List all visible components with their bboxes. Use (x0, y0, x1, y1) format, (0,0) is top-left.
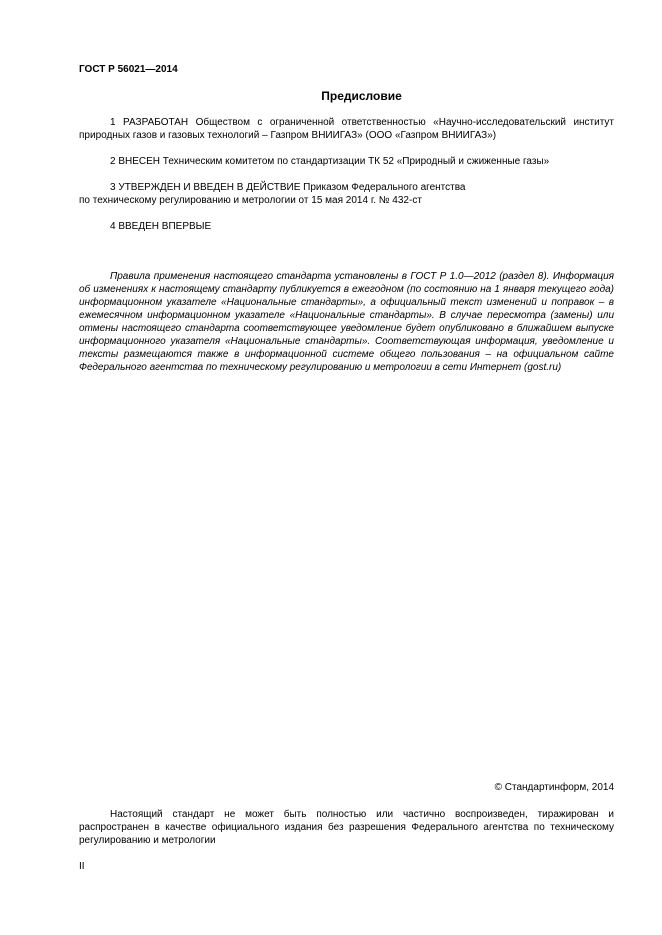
foreword-item-approved (79, 181, 614, 207)
page-number: II (79, 861, 85, 872)
reproduction-notice: Настоящий стандарт не может быть полностью или частично воспроизведен, тиражирован и распространен в качестве официального издания без разрешения Федерального агентства по техническому регулированию и метрологии (79, 809, 614, 846)
application-rules-notice: Правила применения настоящего стандарта установлены в ГОСТ Р 1.0—2012 (раздел 8). Информация об изменениях к настоящему стандарту публикуется в ежегодном (по состоянию на 1 января текущего года) информационном указателе «Национальные стандарты», а официальный текст изменений и поправок – в ежемесячном информационном указателе «Национальные стандарты». В случае пересмотра (замены) или отмены настоящего стандарта соответствующее уведомление будет опубликовано в ближайшем выпуске информационного указателя «Национальные стандарты». Соответствующая информация, уведомление и тексты размещаются также в информационной системе общего пользования – на официальном сайте Федерального агентства по техническому регулированию и метрологии в сети Интернет (gost.ru) (79, 271, 614, 373)
foreword-item-first-time: 4 ВВЕДЕН ВПЕРВЫЕ (110, 221, 212, 232)
foreword-item-approved-line-2: по техническому регулированию и метрологии от 15 мая 2014 г. № 432-ст (79, 195, 422, 206)
foreword-item-developed: 1 РАЗРАБОТАН Обществом с ограниченной ответственностью «Научно-исследовательский институт природных газов и газовых технологий – Газпром ВНИИГАЗ» (ООО «Газпром ВНИИГАЗ») (79, 117, 614, 141)
copyright-line: © Стандартинформ, 2014 (494, 782, 614, 793)
foreword-title: Предисловие (321, 89, 402, 103)
document-code: ГОСТ Р 56021—2014 (79, 64, 178, 75)
foreword-item-introduced: 2 ВНЕСЕН Техническим комитетом по стандартизации ТК 52 «Природный и сжиженные газы» (110, 156, 550, 167)
foreword-item-approved-line-1: 3 УТВЕРЖДЕН И ВВЕДЕН В ДЕЙСТВИЕ Приказом Федерального агентства (110, 182, 466, 193)
